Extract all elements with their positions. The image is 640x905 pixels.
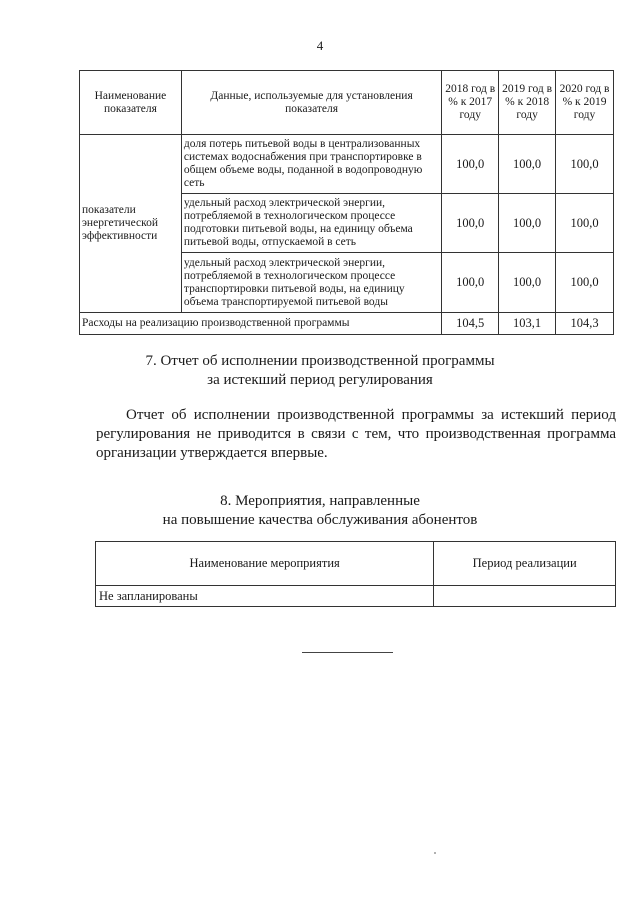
section-7-title-line1: 7. Отчет об исполнении производственной программы [145,353,495,369]
section-8-title-line2: на повышение качества обслуживания абонентов [162,512,478,528]
value-2020: 100,0 [556,194,614,253]
section-8-title-line1: 8. Мероприятия, направленные [220,493,420,509]
row-description: удельный расход электрической энергии, потребляемой в технологическом процессе подготовки питьевой воды, на единицу объема питьевой воды, отпускаемой в сеть [181,194,441,253]
scan-speck [434,852,436,854]
separator-line [302,652,393,653]
total-row [80,313,614,335]
col-header-2020: 2020 год в % к 2019 году [556,71,614,135]
measure-period [434,586,616,607]
total-2018: 104,5 [442,313,499,335]
total-2019: 103,1 [499,313,556,335]
total-label: Расходы на реализацию производственной программы [80,313,442,335]
col-header-data: Данные, используемые для установления показателя [181,71,441,135]
value-2020: 100,0 [556,135,614,194]
total-2020: 104,3 [556,313,614,335]
col-header-measure: Наименование мероприятия [96,542,434,586]
value-2018: 100,0 [442,135,499,194]
value-2018: 100,0 [442,253,499,313]
value-2019: 100,0 [499,253,556,313]
value-2020: 100,0 [556,253,614,313]
col-header-name: Наименование показателя [80,71,182,135]
row-description: удельный расход электрической энергии, потребляемой в технологическом процессе транспортировки питьевой воды, на единицу объема транспортируемой питьевой воды [181,253,441,313]
value-2019: 100,0 [499,135,556,194]
page-number: 4 [316,38,324,53]
group-label: показатели энергетической эффективности [80,135,182,313]
section-7-paragraph [96,406,616,463]
section-7-text: Отчет об исполнении производственной программы за истекший период регулирования не приводится в связи с тем, что производственная программа организации утверждается впервые. [96,407,616,461]
table-row [80,135,614,194]
col-header-period: Период реализации [434,542,616,586]
value-2018: 100,0 [442,194,499,253]
table-row [96,586,616,607]
section-7-title-line2: за истекший период регулирования [207,372,433,388]
row-description: доля потерь питьевой воды в централизованных системах водоснабжения при транспортировке в общем объеме воды, поданной в водопроводную сеть [181,135,441,194]
measures-table [95,541,616,607]
col-header-2019: 2019 год в % к 2018 году [499,71,556,135]
measure-name: Не запланированы [96,586,434,607]
section-8-heading [0,492,640,530]
value-2019: 100,0 [499,194,556,253]
indicators-table [79,70,614,335]
section-7-heading [0,352,640,390]
col-header-2018: 2018 год в % к 2017 году [442,71,499,135]
